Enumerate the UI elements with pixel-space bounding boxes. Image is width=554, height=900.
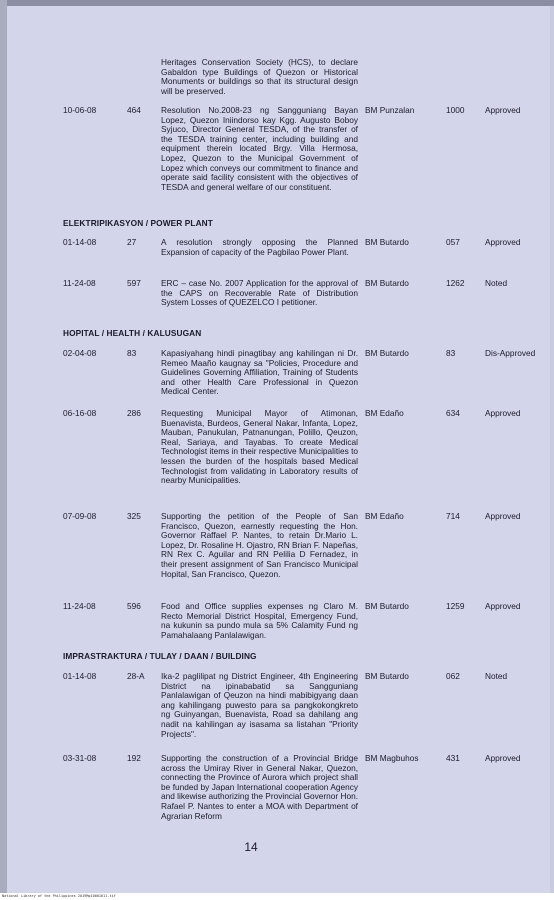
- row-status: Approved: [485, 511, 521, 521]
- row-number: 286: [127, 408, 141, 418]
- row-ordinance: 83: [446, 348, 456, 358]
- row-description: A resolution strongly opposing the Planned Expansion of capacity of the Pagbilao Power Plant.: [161, 237, 358, 257]
- row-description: Supporting the construction of a Provincial Bridge across the Umiray River in General Nakar, Quezon, connecting the Province of Aurora which project shall be funded by Japan International cooperation Agency and likewise authorizing the Provincial Governor Hon. Rafael P. Nantes to enter a MOA with Department of Agrarian Reform: [161, 753, 358, 821]
- scan-footer-text: National Library of the Philippines 2019Mg10001611.tif: [0, 893, 554, 900]
- row-date: 03-31-08: [63, 753, 97, 763]
- row-number: 27: [127, 237, 137, 247]
- row-status: Noted: [485, 278, 508, 288]
- row-date: 01-14-08: [63, 671, 97, 681]
- row-number: 464: [127, 105, 141, 115]
- row-number: 596: [127, 601, 141, 611]
- row-description: Kapasiyahang hindi pinagtibay ang kahilingan ni Dr. Remeo Maaño kaugnay sa "Policies, Procedure and Guidelines Governing Affiliation, Training of Students and other Health Care Professional in Quezon Medical Center.: [161, 348, 358, 397]
- row-number: 597: [127, 278, 141, 288]
- row-ordinance: 057: [446, 237, 460, 247]
- row-sponsor: BM Butardo: [365, 348, 409, 358]
- row-date: 11-24-08: [63, 278, 96, 288]
- row-status: Noted: [485, 671, 508, 681]
- scan-left-edge: [0, 0, 7, 893]
- row-sponsor: BM Edaño: [365, 511, 404, 521]
- page-number: 14: [244, 840, 258, 854]
- row-number: 325: [127, 511, 141, 521]
- row-ordinance: 1259: [446, 601, 465, 611]
- row-date: 01-14-08: [63, 237, 97, 247]
- row-date: 02-04-08: [63, 348, 97, 358]
- row-sponsor: BM Butardo: [365, 601, 409, 611]
- row-ordinance: 1000: [446, 105, 465, 115]
- row-date: 06-16-08: [63, 408, 97, 418]
- section-heading-infrastructure: IMPRASTRAKTURA / TULAY / DAAN / BUILDING: [63, 651, 257, 661]
- row-number: 192: [127, 753, 141, 763]
- row-description: ERC – case No. 2007 Application for the approval of the CAPS on Recoverable Rate of Distribution System Losses of QUEZELCO I petitioner.: [161, 278, 358, 308]
- row-date: 10-06-08: [63, 105, 97, 115]
- intro-paragraph: Heritages Conservation Society (HCS), to declare Gabaldon type Buildings of Quezon or Historical Monuments or buildings so that its structural design will be preserved.: [161, 57, 358, 96]
- row-ordinance: 1262: [446, 278, 465, 288]
- row-sponsor: BM Butardo: [365, 237, 409, 247]
- section-heading-power-plant: ELEKTRIPIKASYON / POWER PLANT: [63, 218, 213, 228]
- row-description: Requesting Municipal Mayor of Atimonan, Buenavista, Burdeos, General Nakar, Infanta, Lopez, Mauban, Panukulan, Patnanungan, Polillo, Qeuzon, Real, Sariaya, and Tayabas. To create Medical Technologist items in their respective Municipalities to lessen the burden of the hospitals based Medical Technologist from validating in Laboratory results of nearby Municipalities.: [161, 408, 358, 486]
- row-date: 07-09-08: [63, 511, 97, 521]
- row-ordinance: 714: [446, 511, 460, 521]
- row-ordinance: 634: [446, 408, 460, 418]
- row-sponsor: BM Magbuhos: [365, 753, 419, 763]
- row-sponsor: BM Punzalan: [365, 105, 415, 115]
- row-status: Approved: [485, 753, 521, 763]
- row-status: Dis-Approved: [485, 348, 536, 358]
- row-description: Supporting the petition of the People of San Francisco, Quezon, earnestly requesting the Hon. Governor Raffael P. Nantes, to retain Dr.Mario L. Lopez, Dr. Rosaline H. Ojastro, RN Brian F. Napeñas, RN Rex C. Aguilar and RN Pelilia D Fernadez, in their present assignment of San Francisco Municipal Hopital, San Francisco, Quezon.: [161, 511, 358, 579]
- row-number: 28-A: [127, 671, 145, 681]
- row-description: Resolution No.2008-23 ng Sangguniang Bayan Lopez, Quezon Iniindorso kay Kgg. Augusto Boboy Syjuco, Director General TESDA, of the transfer of the TESDA training center, including building and equipment therein located Brgy. Villa Hermosa, Lopez, Quezon to the Municipal Government of Lopez which conveys our commitment to finance and operate said facility consistent with the objectives of TESDA and general welfare of our constituent.: [161, 105, 358, 192]
- row-status: Approved: [485, 408, 521, 418]
- section-heading-health: HOPITAL / HEALTH / KALUSUGAN: [63, 328, 202, 338]
- row-sponsor: BM Butardo: [365, 671, 409, 681]
- row-description: Ika-2 paglilipat ng District Engineer, 4th Engineering District na ipinababatid sa Sangguniang Panlalawigan of Qeuzon na hindi mabibigyang daan ang kahilingang puwesto para sa pangkokongkreto ng Guinyangan, Buenavista, Road sa dahilang ang nadit na kahilingan ay isasama sa listahan "Priority Projects".: [161, 671, 358, 739]
- row-date: 11-24-08: [63, 601, 96, 611]
- row-status: Approved: [485, 601, 521, 611]
- row-ordinance: 431: [446, 753, 460, 763]
- row-sponsor: BM Butardo: [365, 278, 409, 288]
- row-number: 83: [127, 348, 137, 358]
- row-ordinance: 062: [446, 671, 460, 681]
- row-status: Approved: [485, 237, 521, 247]
- scan-top-edge: [0, 0, 554, 6]
- row-status: Approved: [485, 105, 521, 115]
- row-description: Food and Office supplies expenses ng Claro M. Recto Memorial District Hospital, Emergency Fund, na kukunin sa pundo mula sa 5% Calamity Fund ng Pamahalaang Panlalawigan.: [161, 601, 358, 640]
- row-sponsor: BM Edaño: [365, 408, 404, 418]
